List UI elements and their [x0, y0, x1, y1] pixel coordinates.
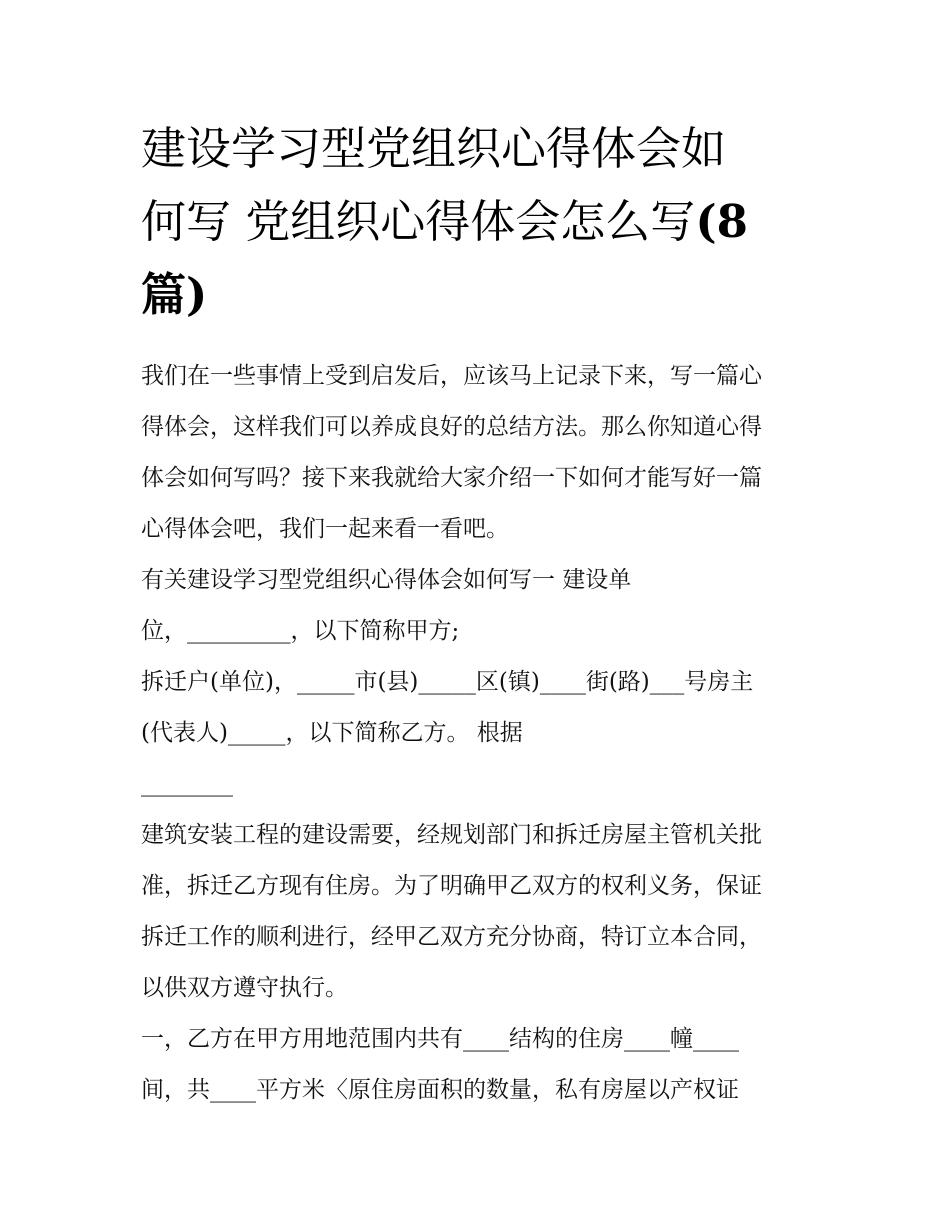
text-line: 拆迁户(单位)，_____市(县)_____区(镇)____街(路)___号房主	[141, 669, 754, 695]
title-line-1: 建设学习型党组织心得体会如	[141, 122, 727, 175]
text-line: 心得体会吧，我们一起来看一看吧。	[141, 516, 509, 542]
purpose-paragraph	[141, 810, 821, 1014]
title-bold-fragment: 篇)	[141, 268, 208, 321]
text-line: 得体会，这样我们可以养成良好的总结方法。那么你知道心得	[141, 414, 762, 440]
title-line-2: 何写 党组织心得体会怎么写(8	[141, 195, 748, 248]
document-body	[141, 351, 821, 1116]
intro-paragraph	[141, 351, 821, 555]
text-line: (代表人)_____，以下简称乙方。 根据	[141, 720, 523, 746]
text-line: 一，乙方在甲方用地范围内共有____结构的住房____幢____	[141, 1026, 739, 1052]
text-line: ________	[141, 771, 233, 797]
title-bold-fragment: (8	[695, 195, 748, 248]
document-content	[141, 112, 821, 1116]
document-title	[141, 112, 821, 331]
text-line: 拆迁工作的顺利进行，经甲乙双方充分协商，特订立本合同，	[141, 924, 762, 950]
text-line: 体会如何写吗？接下来我就给大家介绍一下如何才能写好一篇	[141, 465, 762, 491]
text-line: 以供双方遵守执行。	[141, 975, 348, 1001]
text-line: 有关建设学习型党组织心得体会如何写一 建设单	[141, 567, 632, 593]
clause-one-paragraph	[141, 1014, 821, 1116]
section-heading-paragraph	[141, 555, 821, 606]
title-line-3	[141, 258, 821, 331]
text-line: 间，共____平方米〈原住房面积的数量，私有房屋以产权证	[141, 1077, 739, 1103]
text-line: 我们在一些事情上受到启发后，应该马上记录下来，写一篇心	[141, 363, 762, 389]
party-a-paragraph	[141, 606, 821, 657]
text-line: 位，_________，以下简称甲方;	[141, 618, 460, 644]
party-b-paragraph	[141, 657, 821, 810]
text-line: 准，拆迁乙方现有住房。为了明确甲乙双方的权利义务，保证	[141, 873, 762, 899]
text-line: 建筑安装工程的建设需要，经规划部门和拆迁房屋主管机关批	[141, 822, 762, 848]
